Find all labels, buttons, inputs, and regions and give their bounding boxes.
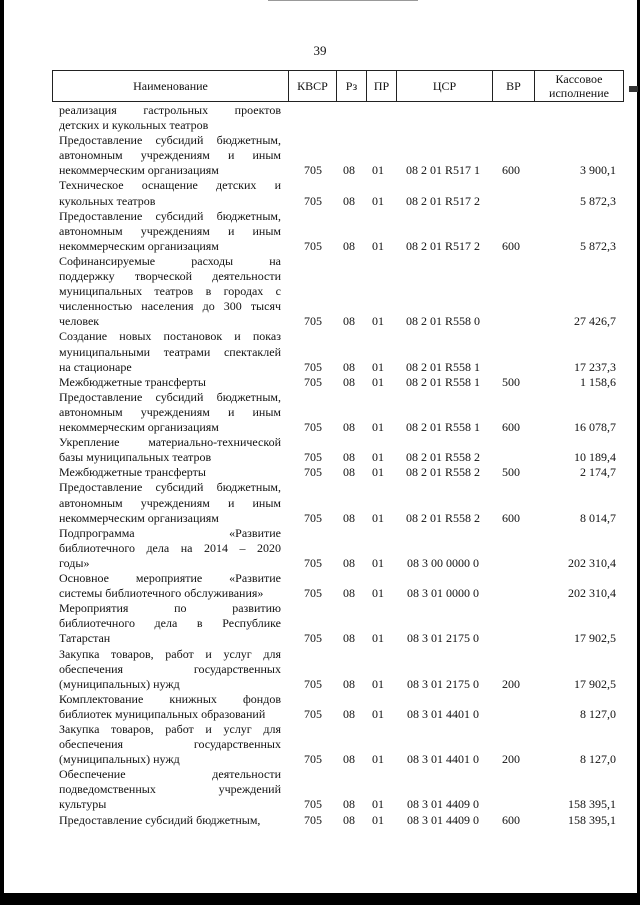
cell-csr: 08 3 01 4401 0 xyxy=(407,752,479,767)
cell-pr: 01 xyxy=(372,706,384,721)
cell-rz: 08 xyxy=(343,163,355,178)
row-name xyxy=(59,767,281,812)
table-row xyxy=(0,526,640,571)
cell-rz: 08 xyxy=(343,631,355,646)
row-name-line: Татарстан xyxy=(59,631,111,646)
row-name-line: Техническое оснащение детских и xyxy=(59,178,281,193)
cell-rz: 08 xyxy=(343,193,355,208)
header-kvsr: КВСР xyxy=(289,71,337,101)
row-name-line: Предоставление субсидий бюджетным, xyxy=(59,480,281,495)
cell-rz: 08 xyxy=(343,510,355,525)
cell-pr: 01 xyxy=(372,374,384,389)
row-name-line: Предоставление субсидий бюджетным, xyxy=(59,389,281,404)
row-name xyxy=(59,571,281,601)
cell-csr: 08 3 01 4401 0 xyxy=(407,706,479,721)
cell-pr: 01 xyxy=(372,465,384,480)
row-name-line: Создание новых постановок и показ xyxy=(59,329,281,344)
row-name xyxy=(59,813,281,828)
cell-csr: 08 3 01 4409 0 xyxy=(407,812,479,827)
cell-csr: 08 2 01 R558 2 xyxy=(405,510,480,525)
cell-kvsr: 705 xyxy=(304,631,322,646)
row-name-line: реализация гастрольных проектов xyxy=(59,103,281,117)
row-name-line: Закупка товаров, работ и услуг для xyxy=(59,646,281,661)
row-name xyxy=(59,254,281,329)
cell-pr: 01 xyxy=(372,193,384,208)
cell-csr: 08 2 01 R558 1 xyxy=(405,359,480,374)
table-row xyxy=(0,390,640,435)
table-row xyxy=(0,375,640,390)
row-name-line: библиотек муниципальных образований xyxy=(59,706,266,721)
cell-kvsr: 705 xyxy=(304,555,322,570)
row-name-line: муниципальными театрами спектаклей xyxy=(59,344,281,359)
cell-kvsr: 705 xyxy=(304,465,322,480)
row-name-line: библиотечного дела на 2014 – 2020 xyxy=(59,540,281,555)
row-name xyxy=(59,722,281,767)
cell-pr: 01 xyxy=(372,676,384,691)
table-body xyxy=(0,103,640,828)
header-vr: ВР xyxy=(493,71,535,101)
header-name: Наименование xyxy=(53,71,289,101)
row-name-line: обеспечения государственных xyxy=(59,661,281,676)
table-row xyxy=(0,329,640,374)
cell-pr: 01 xyxy=(372,631,384,646)
row-name-line: Мероприятия по развитию xyxy=(59,601,281,616)
cell-rz: 08 xyxy=(343,812,355,827)
row-name-line: на стационаре xyxy=(59,359,132,374)
row-name-line: (муниципальных) нужд xyxy=(59,676,180,691)
row-name-line: подведомственных учреждений xyxy=(59,782,281,797)
cell-amount: 8 127,0 xyxy=(580,752,616,767)
cell-amount: 8 127,0 xyxy=(580,706,616,721)
cell-vr: 200 xyxy=(502,676,520,691)
row-name-line: библиотечного дела в Республике xyxy=(59,616,281,631)
cell-pr: 01 xyxy=(372,163,384,178)
row-name xyxy=(59,601,281,646)
row-name xyxy=(59,480,281,525)
cell-vr: 600 xyxy=(502,510,520,525)
cell-kvsr: 705 xyxy=(304,450,322,465)
header-rz: Рз xyxy=(337,71,367,101)
row-name xyxy=(59,103,281,133)
cell-amount: 27 426,7 xyxy=(574,314,616,329)
cell-amount: 158 395,1 xyxy=(568,797,616,812)
row-name-line: поддержку творческой деятельности xyxy=(59,269,281,284)
cell-amount: 5 872,3 xyxy=(580,238,616,253)
cell-csr: 08 2 01 R558 0 xyxy=(405,314,480,329)
row-name-line: автономным учреждениям и иным xyxy=(59,223,281,238)
table-row xyxy=(0,435,640,465)
row-name-line: Основное мероприятие «Развитие xyxy=(59,571,281,586)
cell-vr: 600 xyxy=(502,812,520,827)
cell-amount: 158 395,1 xyxy=(568,812,616,827)
table-row xyxy=(0,692,640,722)
cell-kvsr: 705 xyxy=(304,314,322,329)
row-name-line: человек xyxy=(59,314,100,329)
row-name-line: некоммерческим организациям xyxy=(59,420,219,435)
page-number: 39 xyxy=(313,43,327,58)
cell-amount: 1 158,6 xyxy=(580,374,616,389)
cell-csr: 08 2 01 R517 1 xyxy=(405,163,480,178)
row-name-line: Закупка товаров, работ и услуг для xyxy=(59,722,281,736)
cell-csr: 08 2 01 R517 2 xyxy=(405,193,480,208)
row-name-line: базы муниципальных театров xyxy=(59,450,212,465)
cell-amount: 202 310,4 xyxy=(568,586,616,601)
cell-kvsr: 705 xyxy=(304,359,322,374)
table-row xyxy=(0,813,640,828)
row-name-line: Подпрограмма «Развитие xyxy=(59,525,281,540)
cell-csr: 08 3 00 0000 0 xyxy=(407,555,479,570)
row-name-line: некоммерческим организациям xyxy=(59,238,219,253)
row-name xyxy=(59,526,281,571)
cell-amount: 8 014,7 xyxy=(580,510,616,525)
row-name-line: годы» xyxy=(59,555,90,570)
cell-rz: 08 xyxy=(343,797,355,812)
cell-kvsr: 705 xyxy=(304,163,322,178)
row-name-line: детских и кукольных театров xyxy=(59,118,209,133)
row-name xyxy=(59,390,281,435)
table-row xyxy=(0,480,640,525)
cell-amount: 3 900,1 xyxy=(580,163,616,178)
cell-vr: 500 xyxy=(502,374,520,389)
cell-amount: 16 078,7 xyxy=(574,420,616,435)
row-name-line: Комплектование книжных фондов xyxy=(59,691,281,706)
cell-kvsr: 705 xyxy=(304,812,322,827)
cell-rz: 08 xyxy=(343,586,355,601)
row-name-line: некоммерческим организациям xyxy=(59,510,219,525)
cell-kvsr: 705 xyxy=(304,374,322,389)
cell-csr: 08 2 01 R558 2 xyxy=(405,450,480,465)
cell-kvsr: 705 xyxy=(304,706,322,721)
scan-bottom-edge xyxy=(0,893,640,905)
cell-vr: 200 xyxy=(502,752,520,767)
row-name xyxy=(59,209,281,254)
row-name-line: численностью населения до 300 тысяч xyxy=(59,299,281,314)
cell-pr: 01 xyxy=(372,314,384,329)
row-name-line: кукольных театров xyxy=(59,193,156,208)
row-name xyxy=(59,375,281,390)
row-name xyxy=(59,647,281,692)
row-name-line: муниципальных театров в городах с xyxy=(59,284,281,299)
cell-kvsr: 705 xyxy=(304,752,322,767)
cell-kvsr: 705 xyxy=(304,797,322,812)
cell-rz: 08 xyxy=(343,555,355,570)
table-row xyxy=(0,465,640,480)
cell-pr: 01 xyxy=(372,752,384,767)
table-row xyxy=(0,767,640,812)
cell-rz: 08 xyxy=(343,420,355,435)
cell-vr: 600 xyxy=(502,238,520,253)
cell-pr: 01 xyxy=(372,586,384,601)
cell-pr: 01 xyxy=(372,812,384,827)
cell-csr: 08 2 01 R517 2 xyxy=(405,238,480,253)
table-row xyxy=(0,103,640,133)
row-name-line: обеспечения государственных xyxy=(59,737,281,752)
scan-mark xyxy=(629,86,638,92)
cell-amount: 17 237,3 xyxy=(574,359,616,374)
table-row xyxy=(0,254,640,330)
table-row xyxy=(0,571,640,601)
cell-rz: 08 xyxy=(343,359,355,374)
cell-pr: 01 xyxy=(372,450,384,465)
row-name-line: Софинансируемые расходы на xyxy=(59,253,281,268)
row-name-line: Предоставление субсидий бюджетным, xyxy=(59,208,281,223)
cell-amount: 17 902,5 xyxy=(574,676,616,691)
header-amount: Кассовое исполнение xyxy=(549,72,609,100)
header-pr: ПР xyxy=(367,71,397,101)
row-name xyxy=(59,465,281,480)
table-row xyxy=(0,601,640,646)
cell-pr: 01 xyxy=(372,555,384,570)
cell-pr: 01 xyxy=(372,510,384,525)
row-name-line: автономным учреждениям и иным xyxy=(59,404,281,419)
cell-csr: 08 2 01 R558 1 xyxy=(405,374,480,389)
row-name-line: (муниципальных) нужд xyxy=(59,752,180,767)
table-row xyxy=(0,209,640,254)
cell-csr: 08 2 01 R558 1 xyxy=(405,420,480,435)
table-row xyxy=(0,722,640,767)
cell-pr: 01 xyxy=(372,797,384,812)
row-name-line: Предоставление субсидий бюджетным, xyxy=(59,812,261,827)
row-name xyxy=(59,178,281,208)
cell-amount: 10 189,4 xyxy=(574,450,616,465)
cell-kvsr: 705 xyxy=(304,193,322,208)
row-name-line: Предоставление субсидий бюджетным, xyxy=(59,133,281,148)
row-name xyxy=(59,692,281,722)
cell-rz: 08 xyxy=(343,676,355,691)
cell-csr: 08 3 01 4409 0 xyxy=(407,797,479,812)
cell-kvsr: 705 xyxy=(304,510,322,525)
cell-csr: 08 3 01 2175 0 xyxy=(407,631,479,646)
cell-kvsr: 705 xyxy=(304,676,322,691)
row-name-line: системы библиотечного обслуживания» xyxy=(59,586,264,601)
row-name-line: Укрепление материально-технической xyxy=(59,435,281,450)
cell-kvsr: 705 xyxy=(304,420,322,435)
row-name-line: Межбюджетные трансферты xyxy=(59,465,206,480)
row-name xyxy=(59,435,281,465)
row-name-line: автономным учреждениям и иным xyxy=(59,495,281,510)
cell-vr: 500 xyxy=(502,465,520,480)
row-name xyxy=(59,329,281,374)
cell-rz: 08 xyxy=(343,450,355,465)
table-header xyxy=(52,70,624,102)
cell-kvsr: 705 xyxy=(304,586,322,601)
cell-rz: 08 xyxy=(343,465,355,480)
cell-vr: 600 xyxy=(502,420,520,435)
cell-amount: 17 902,5 xyxy=(574,631,616,646)
row-name-line: культуры xyxy=(59,797,107,812)
cell-amount: 2 174,7 xyxy=(580,465,616,480)
row-name-line: некоммерческим организациям xyxy=(59,163,219,178)
cell-csr: 08 3 01 0000 0 xyxy=(407,586,479,601)
header-csr: ЦСР xyxy=(397,71,493,101)
table-row xyxy=(0,178,640,208)
scan-top-line xyxy=(268,0,418,1)
cell-rz: 08 xyxy=(343,706,355,721)
cell-csr: 08 2 01 R558 2 xyxy=(405,465,480,480)
row-name-line: Межбюджетные трансферты xyxy=(59,374,206,389)
cell-pr: 01 xyxy=(372,359,384,374)
cell-rz: 08 xyxy=(343,374,355,389)
cell-pr: 01 xyxy=(372,238,384,253)
cell-amount: 202 310,4 xyxy=(568,555,616,570)
cell-vr: 600 xyxy=(502,163,520,178)
row-name-line: автономным учреждениям и иным xyxy=(59,148,281,163)
table-row xyxy=(0,133,640,178)
cell-kvsr: 705 xyxy=(304,238,322,253)
cell-csr: 08 3 01 2175 0 xyxy=(407,676,479,691)
cell-rz: 08 xyxy=(343,752,355,767)
row-name-line: Обеспечение деятельности xyxy=(59,767,281,782)
table-row xyxy=(0,647,640,692)
cell-amount: 5 872,3 xyxy=(580,193,616,208)
cell-rz: 08 xyxy=(343,238,355,253)
cell-rz: 08 xyxy=(343,314,355,329)
row-name xyxy=(59,133,281,178)
cell-pr: 01 xyxy=(372,420,384,435)
